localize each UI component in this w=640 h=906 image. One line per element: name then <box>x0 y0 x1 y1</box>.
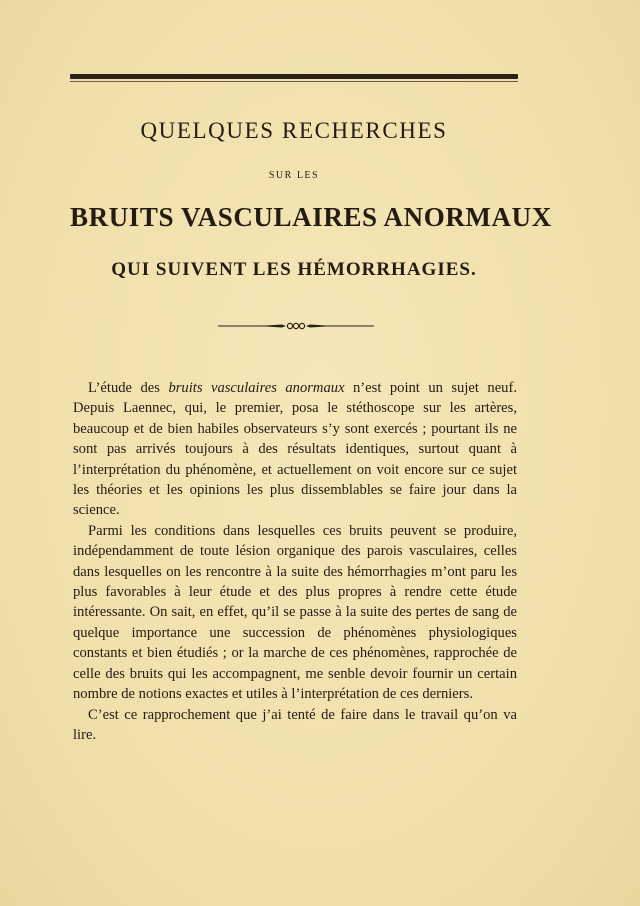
paragraph-3: C’est ce rapprochement que j’ai tenté de faire dans le travail qu’on va lire. <box>73 706 517 743</box>
title-main: BRUITS VASCULAIRES ANORMAUX <box>70 202 552 232</box>
top-rule <box>70 74 518 79</box>
body-text <box>73 378 517 745</box>
title-subtitle: QUI SUIVENT LES HÉMORRHAGIES. <box>111 259 477 280</box>
paragraph-1-lead: L’étude des <box>88 380 169 396</box>
title-line-2: SUR LES <box>268 170 320 181</box>
title-line-1: QUELQUES RECHERCHES <box>140 118 448 143</box>
ornament-divider <box>218 316 374 336</box>
paragraph-1-emphasis: bruits vasculaires anormaux <box>168 380 345 396</box>
paragraph-1 <box>73 378 517 521</box>
paragraph-2: Parmi les conditions dans lesquelles ces bruits peuvent se produire, indépendamment de toute lésion organique des parois vasculaires, celles dans lesquelles on les rencontre à la suite des hémorrhagies m’ont paru les plus favorables à leur étude et des plus propres à rendre cette étude intéressante. On sait, en effet, qu’il se passe à la suite des pertes de sang de quelque importance une succession de phénomènes physiologiques constants et bien étudiés ; or la marche de ces phénomènes, rapprochée de celle des bruits qui les accompagnent, me senble devoir fournir un certain nombre de notions exactes et utiles à l’interprétation de ces derniers. <box>73 522 517 703</box>
paragraph-1-rest: n’est point un sujet neuf. Depuis Laennec, qui, le premier, posa le stéthoscope sur les artères, beaucoup et de bien habiles observateurs s’y sont exercés ; pourtant ils ne sont pas arrivés toujours à des résultats identiques, surtout quant à l’interprétation du phénomène, et actuellement on voit encore sur ce sujet les théories et les opinions les plus dissemblables se faire jour dans la science. <box>73 380 517 519</box>
